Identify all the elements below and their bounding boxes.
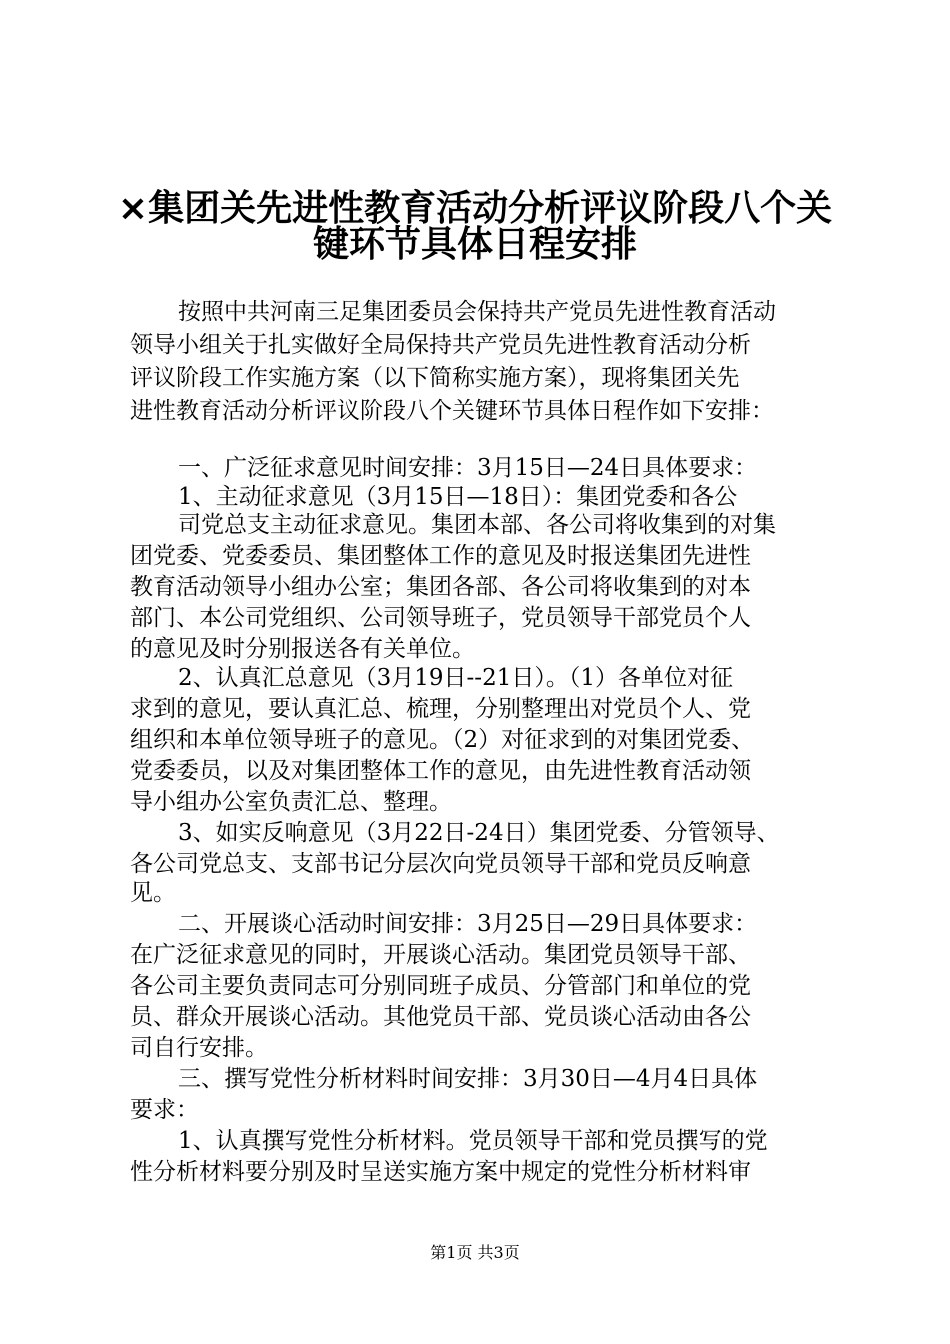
body-line: 部门、本公司党组织、公司领导班子，党员领导干部党员个人 bbox=[130, 605, 751, 631]
body-line: 一、广泛征求意见时间安排：3月15日—24日具体要求： bbox=[178, 455, 758, 481]
body-line: 性分析材料要分别及时呈送实施方案中规定的党性分析材料审 bbox=[130, 1159, 751, 1185]
body-line: 1、主动征求意见（3月15日—18日）：集团党委和各公 bbox=[178, 484, 738, 510]
body-line: 求到的意见，要认真汇总、梳理，分别整理出对党员个人、党 bbox=[130, 696, 751, 722]
body-line: 2、认真汇总意见（3月19日--21日）。（1）各单位对征 bbox=[178, 665, 733, 691]
document-title-line-1: ×集团关先进性教育活动分析评议阶段八个关 bbox=[117, 188, 833, 229]
body-line: 各公司主要负责同志可分别同班子成员、分管部门和单位的党 bbox=[130, 973, 751, 999]
body-line: 评议阶段工作实施方案（以下简称实施方案），现将集团关先 bbox=[130, 365, 740, 391]
body-line: 要求： bbox=[130, 1097, 199, 1123]
body-line: 3、如实反响意见（3月22日-24日）集团党委、分管领导、 bbox=[178, 820, 780, 846]
document-title-line-2: 键环节具体日程安排 bbox=[312, 224, 637, 265]
body-line: 组织和本单位领导班子的意见。（2）对征求到的对集团党委、 bbox=[130, 727, 755, 753]
body-line: 司自行安排。 bbox=[130, 1035, 268, 1061]
body-line: 教育活动领导小组办公室；集团各部、各公司将收集到的对本 bbox=[130, 574, 751, 600]
body-line: 二、开展谈心活动时间安排：3月25日—29日具体要求： bbox=[178, 911, 758, 937]
body-line: 进性教育活动分析评议阶段八个关键环节具体日程作如下安排： bbox=[130, 398, 774, 424]
body-line: 党委委员，以及对集团整体工作的意见，由先进性教育活动领 bbox=[130, 758, 751, 784]
body-line: 导小组办公室负责汇总、整理。 bbox=[130, 789, 452, 815]
body-line: 三、撰写党性分析材料时间安排：3月30日—4月4日具体 bbox=[178, 1066, 758, 1092]
body-line: 在广泛征求意见的同时，开展谈心活动。集团党员领导干部、 bbox=[130, 942, 751, 968]
body-line: 按照中共河南三足集团委员会保持共产党员先进性教育活动 bbox=[178, 299, 776, 325]
body-line: 团党委、党委委员、集团整体工作的意见及时报送集团先进性 bbox=[130, 543, 751, 569]
page-footer: 第1页 共3页 bbox=[430, 1243, 520, 1262]
body-line: 1、认真撰写党性分析材料。党员领导干部和党员撰写的党 bbox=[178, 1128, 768, 1154]
body-line: 的意见及时分别报送各有关单位。 bbox=[130, 636, 475, 662]
body-line: 各公司党总支、支部书记分层次向党员领导干部和党员反响意 bbox=[130, 851, 751, 877]
body-line: 司党总支主动征求意见。集团本部、各公司将收集到的对集 bbox=[178, 512, 776, 538]
body-line: 见。 bbox=[130, 880, 176, 906]
body-line: 领导小组关于扎实做好全局保持共产党员先进性教育活动分析 bbox=[130, 332, 751, 358]
body-line: 员、群众开展谈心活动。其他党员干部、党员谈心活动由各公 bbox=[130, 1004, 751, 1030]
